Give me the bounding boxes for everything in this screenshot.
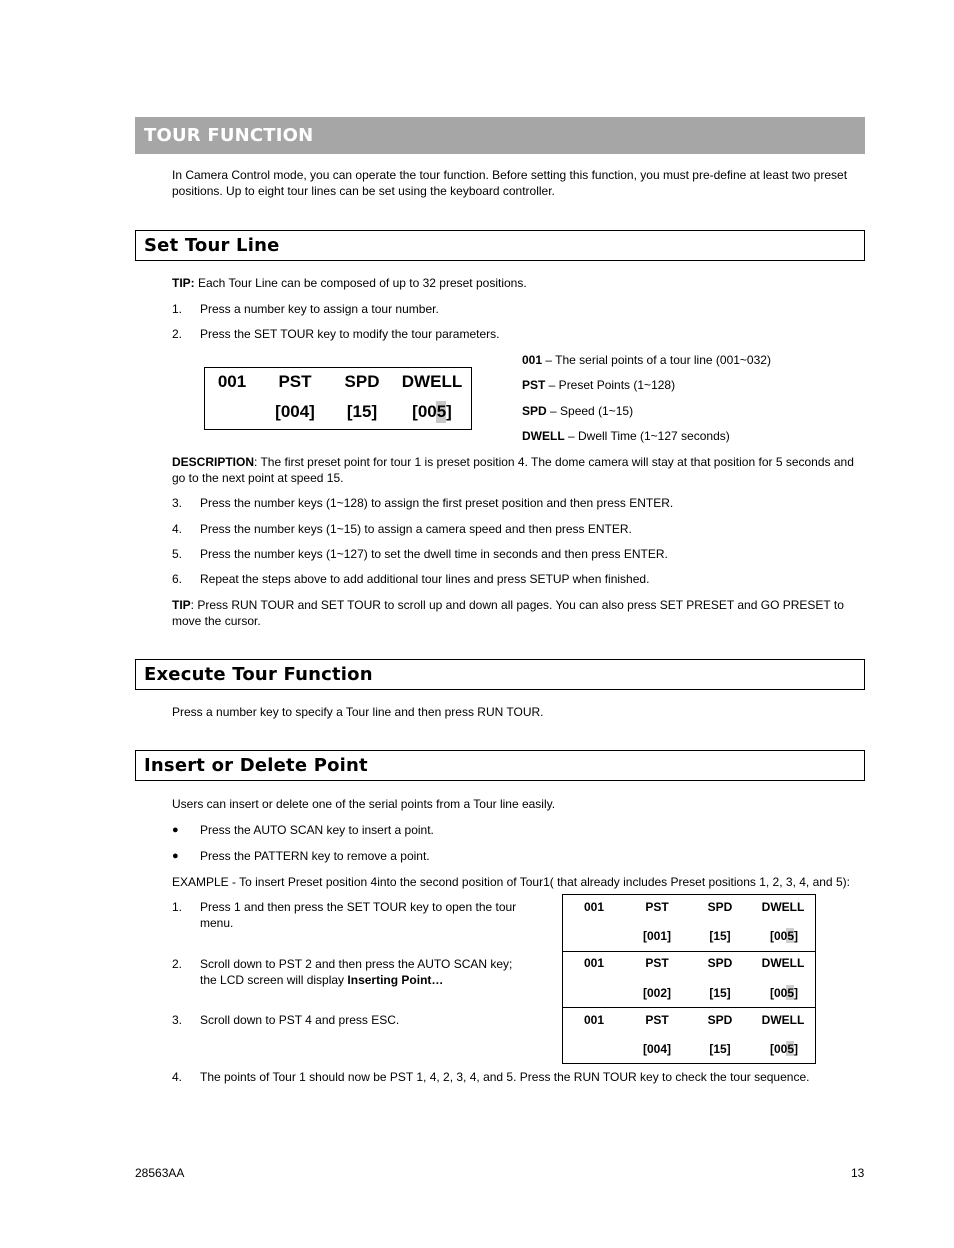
table-cell: [002] xyxy=(642,986,671,1000)
table-cell: [001] xyxy=(642,929,671,943)
step-text: Scroll down to PST 4 and press ESC. xyxy=(200,1013,400,1027)
table-cell: DWELL xyxy=(761,1013,805,1027)
step-number: 5. xyxy=(172,547,183,561)
step-text: Press 1 and then press the SET TOUR key to open the tour xyxy=(200,900,517,914)
step-number: 6. xyxy=(172,572,183,586)
execute-tour-text: Press a number key to specify a Tour line and then press RUN TOUR. xyxy=(172,705,544,719)
table-cell: SPD xyxy=(707,1013,733,1027)
bullet-text: Press the PATTERN key to remove a point. xyxy=(200,849,430,863)
table-cell: PST xyxy=(645,900,669,914)
description-text: : The first preset point for tour 1 is preset position 4. The dome camera will stay at that position for 5 seconds and go to the next point at speed 15. xyxy=(172,455,854,485)
table-cell: DWELL xyxy=(761,956,805,970)
step-number: 3. xyxy=(172,1013,183,1027)
step-text: Press a number key to assign a tour number. xyxy=(200,302,439,316)
table-cell: PST xyxy=(645,1013,669,1027)
tip-label: TIP: xyxy=(172,276,195,290)
insert-delete-heading-box xyxy=(135,750,865,781)
insert-delete-heading: Insert or Delete Point xyxy=(144,755,368,776)
definition-item: DWELL – Dwell Time (1~127 seconds) xyxy=(522,429,730,443)
step-number: 4. xyxy=(172,1070,183,1084)
step-text: Press the number keys (1~128) to assign the first preset position and then press ENTER. xyxy=(200,496,674,510)
bullet-icon: ● xyxy=(172,850,179,862)
table-cell: SPD xyxy=(707,956,733,970)
table-cell: [004] xyxy=(642,1042,671,1056)
step-number: 2. xyxy=(172,327,183,341)
definition-item: SPD – Speed (1~15) xyxy=(522,404,634,418)
set-tour-line-heading-box xyxy=(135,230,865,261)
table-cell: [005] xyxy=(769,986,798,1000)
definition-item: 001 – The serial points of a tour line (001~032) xyxy=(522,353,771,367)
step-number: 4. xyxy=(172,522,183,536)
lcd-dwell-value: [005] xyxy=(412,402,452,421)
bullet-icon: ● xyxy=(172,824,179,836)
footer-page-number: 13 xyxy=(851,1166,865,1180)
step-text-cont: the LCD screen will display Inserting Point… xyxy=(200,973,444,987)
bullet-text: Press the AUTO SCAN key to insert a point. xyxy=(200,823,434,837)
description-label: DESCRIPTION xyxy=(172,455,255,469)
table-cell: [15] xyxy=(709,1042,731,1056)
step-text: Scroll down to PST 2 and then press the AUTO SCAN key; xyxy=(200,957,513,971)
insert-intro: Users can insert or delete one of the serial points from a Tour line easily. xyxy=(172,797,556,811)
step-text: Press the number keys (1~127) to set the dwell time in seconds and then press ENTER. xyxy=(200,547,668,561)
tip-text: Each Tour Line can be composed of up to 32 preset positions. xyxy=(194,276,527,290)
step-text-cont: menu. xyxy=(200,916,234,930)
banner-title: TOUR FUNCTION xyxy=(144,125,314,146)
table-cell: 001 xyxy=(583,956,605,970)
description-paragraph xyxy=(172,454,862,486)
table-cell: PST xyxy=(645,956,669,970)
definition-item: PST – Preset Points (1~128) xyxy=(522,378,676,392)
tip2-text: : Press RUN TOUR and SET TOUR to scroll up and down all pages. You can also press SET PRESET and GO PRESET to move the cursor. xyxy=(172,598,844,628)
tip2-paragraph xyxy=(172,597,862,629)
execute-tour-heading-box xyxy=(135,659,865,690)
lcd-pst-value: [004] xyxy=(275,402,315,421)
step-number: 1. xyxy=(172,900,183,914)
table-cell: [15] xyxy=(709,929,731,943)
step-text: Press the number keys (1~15) to assign a camera speed and then press ENTER. xyxy=(200,522,632,536)
intro-paragraph: In Camera Control mode, you can operate the tour function. Before setting this function, you must pre-define at least two preset positions. Up to eight tour lines can be set using the keyboard controller. xyxy=(172,168,848,198)
table-cell: [15] xyxy=(709,986,731,1000)
step-number: 1. xyxy=(172,302,183,316)
step-number: 2. xyxy=(172,957,183,971)
tip2-label: TIP xyxy=(172,598,191,612)
step-text: Press the SET TOUR key to modify the tour parameters. xyxy=(200,327,500,341)
tip-paragraph xyxy=(172,275,862,291)
table-cell: [005] xyxy=(769,929,798,943)
step-text: Repeat the steps above to add additional tour lines and press SETUP when finished. xyxy=(200,572,650,586)
lcd-dwell-header: DWELL xyxy=(401,372,463,391)
lcd-spd-header: SPD xyxy=(344,372,380,391)
execute-tour-heading: Execute Tour Function xyxy=(144,664,373,685)
table-cell: [005] xyxy=(769,1042,798,1056)
set-tour-line-heading: Set Tour Line xyxy=(144,235,280,256)
step-text: The points of Tour 1 should now be PST 1, 4, 2, 3, 4, and 5. Press the RUN TOUR key to check the tour sequence. xyxy=(200,1070,810,1084)
table-cell: DWELL xyxy=(761,900,805,914)
section-banner xyxy=(135,117,865,154)
table-cell: 001 xyxy=(583,900,605,914)
table-cell: SPD xyxy=(707,900,733,914)
lcd-serial-header: 001 xyxy=(217,372,247,391)
footer-doc-id: 28563AA xyxy=(135,1166,185,1180)
table-cell: 001 xyxy=(583,1013,605,1027)
lcd-pst-header: PST xyxy=(278,372,312,391)
lcd-spd-value: [15] xyxy=(346,402,378,421)
example-text: EXAMPLE - To insert Preset position 4into the second position of Tour1( that already includes Preset positions 1, 2, 3, 4, and 5): xyxy=(172,875,850,889)
step-number: 3. xyxy=(172,496,183,510)
